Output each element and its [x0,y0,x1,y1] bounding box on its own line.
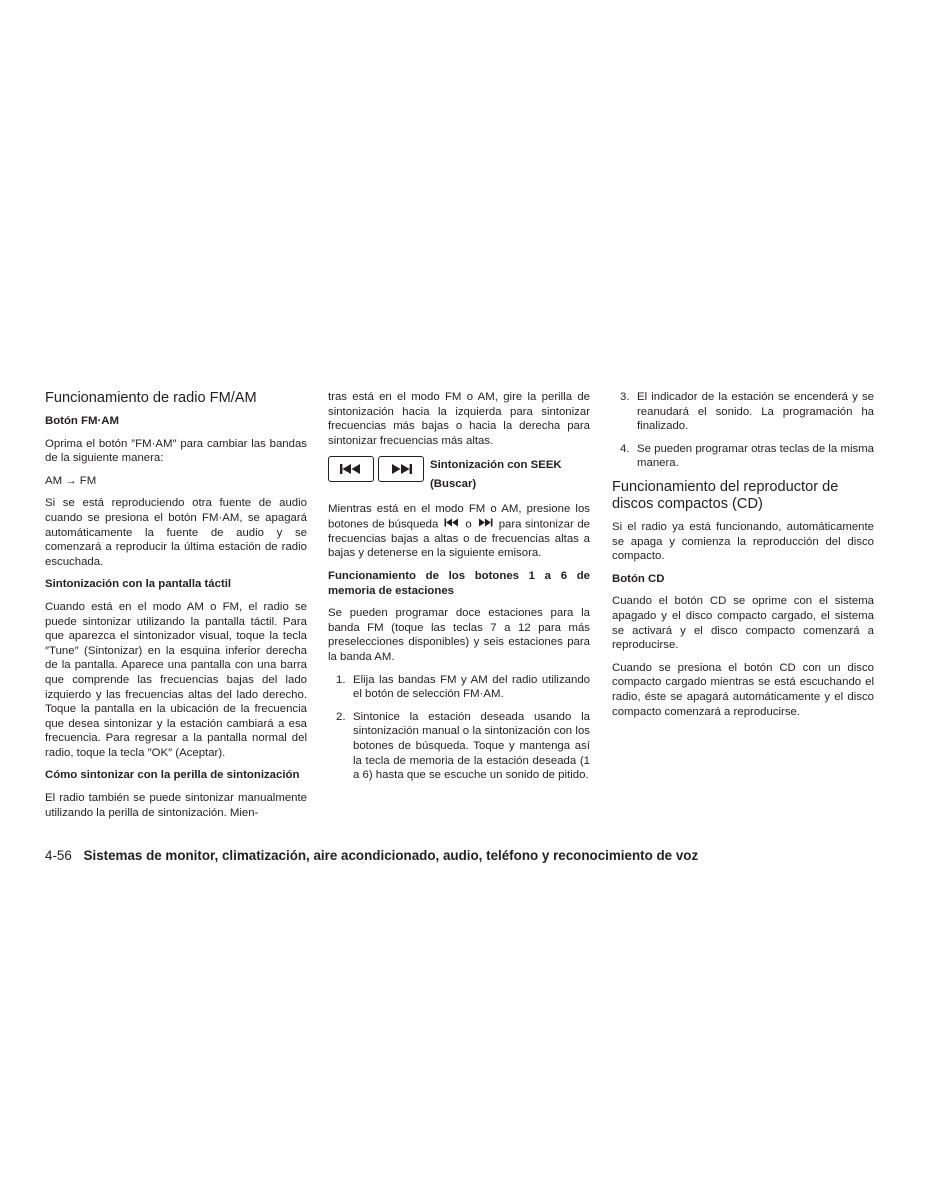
list-item-text: El indicador de la estación se encenderá y se reanudará el sonido. La programación ha finalizado. [637,391,874,433]
seek-title-line-1: Sintonización con SEEK [430,459,562,472]
paragraph: Cuando está en el modo AM o FM, el radio se puede sintonizar utilizando la pantalla táctil. Para que aparezca el sintonizador visual, toque la tecla ″Tune″ (Sintonizar) en la esquina inferior derecha de la pantalla. Aparece una pantalla con una barra que comprende las frecuencias bajas del lado izquierdo y las frecuencias altas del lado derecho. Toque la pantalla en la ubicación de la frecuencia que desea sintonizar y la estación cambiará a esa frecuencia. Para regresar a la pantalla normal del radio, toque la tecla ″OK″ (Aceptar). [45,600,307,759]
subheading-knob-tuning: Cómo sintonizar con la perilla de sintonización [45,769,300,782]
subheading-cd-button: Botón CD [612,572,665,585]
page-footer [45,848,698,864]
paragraph-band-sequence: AM → FM [45,474,97,487]
numbered-list [328,673,590,783]
paragraph: El radio también se puede sintonizar manualmente utilizando la perilla de sintonización. Mien- [45,792,307,819]
page-number: 4-56 [45,848,72,863]
list-item [328,673,590,702]
column-3 [612,390,874,727]
skip-back-icon [328,456,374,482]
skip-back-icon [444,517,459,532]
skip-forward-icon [478,517,493,532]
section-heading-cd: Funcionamiento del reproductor de discos compactos (CD) [612,478,839,512]
numbered-list [612,390,874,471]
column-1 [45,390,307,828]
list-item-text: Sintonice la estación deseada usando la sintonización manual o la sintonización con los botones de búsqueda. Toque y mantenga así la tecla de memoria de la estación deseada (1 a 6) hasta que se escuche un sonido de pitido. [353,710,590,782]
seek-title-line-2: (Buscar) [430,478,477,491]
skip-forward-icon [378,456,424,482]
list-item-text: Se pueden programar otras teclas de la misma manera. [637,442,874,470]
paragraph: tras está en el modo FM o AM, gire la perilla de sintonización hacia la izquierda para sintonizar frecuencias más bajas o hacia la derecha para sintonizar frecuencias más altas. [328,391,590,447]
subheading-memory-buttons: Funcionamiento de los botones 1 a 6 de memoria de estaciones [328,570,590,597]
list-item [612,442,874,471]
list-item [328,710,590,783]
paragraph: Si el radio ya está funcionando, automáticamente se apaga y comienza la reproducción del disco compacto. [612,520,874,563]
subheading-touchscreen-tuning: Sintonización con la pantalla táctil [45,578,232,591]
list-item-text: Elija las bandas FM y AM del radio utilizando el botón de selección FM·AM. [353,673,590,701]
list-item-number: 3. [620,391,630,403]
list-item-number: 4. [620,442,630,455]
paragraph: Si se está reproduciendo otra fuente de audio cuando se presiona el botón FM·AM, se apagará automáticamente la fuente de audio y se comenzará a reproducir la última estación de radio escuchada. [45,497,307,568]
seek-text-part-1: Mientras está en el modo FM o AM, presione los botones de búsqueda [328,503,590,531]
list-item-number: 2. [336,710,346,723]
seek-text-part-2: para sintonizar de frecuencias bajas a altas o de frecuencias altas a bajas y detenerse en la siguiente emisora. [328,518,590,560]
paragraph: Cuando se presiona el botón CD con un disco compacto cargado mientras se está escuchando el radio, éste se apagará automáticamente y el disco compacto comenzará a reproducirse. [612,661,874,718]
seek-text-or: o [465,518,472,531]
paragraph: Se pueden programar doce estaciones para la banda FM (toque las teclas 7 a 12 para más preselecciones disponibles) y seis estaciones para la banda AM. [328,607,590,664]
list-item-number: 1. [336,673,346,686]
paragraph-seek [328,502,590,561]
subheading-fm-am-button: Botón FM·AM [45,415,120,427]
seek-heading-row [328,456,590,494]
paragraph: Oprima el botón ″FM·AM″ para cambiar las bandas de la siguiente manera: [45,437,307,465]
subheading-seek-tuning [430,456,562,494]
list-item [612,390,874,434]
section-heading-radio: Funcionamiento de radio FM/AM [45,390,257,406]
chapter-title: Sistemas de monitor, climatización, aire acondicionado, audio, teléfono y reconocimiento de voz [83,848,699,863]
column-2 [328,390,590,791]
paragraph: Cuando el botón CD se oprime con el sistema apagado y el disco compacto cargado, el sistema se activará y el disco compacto comenzará a reproducirse. [612,595,874,652]
